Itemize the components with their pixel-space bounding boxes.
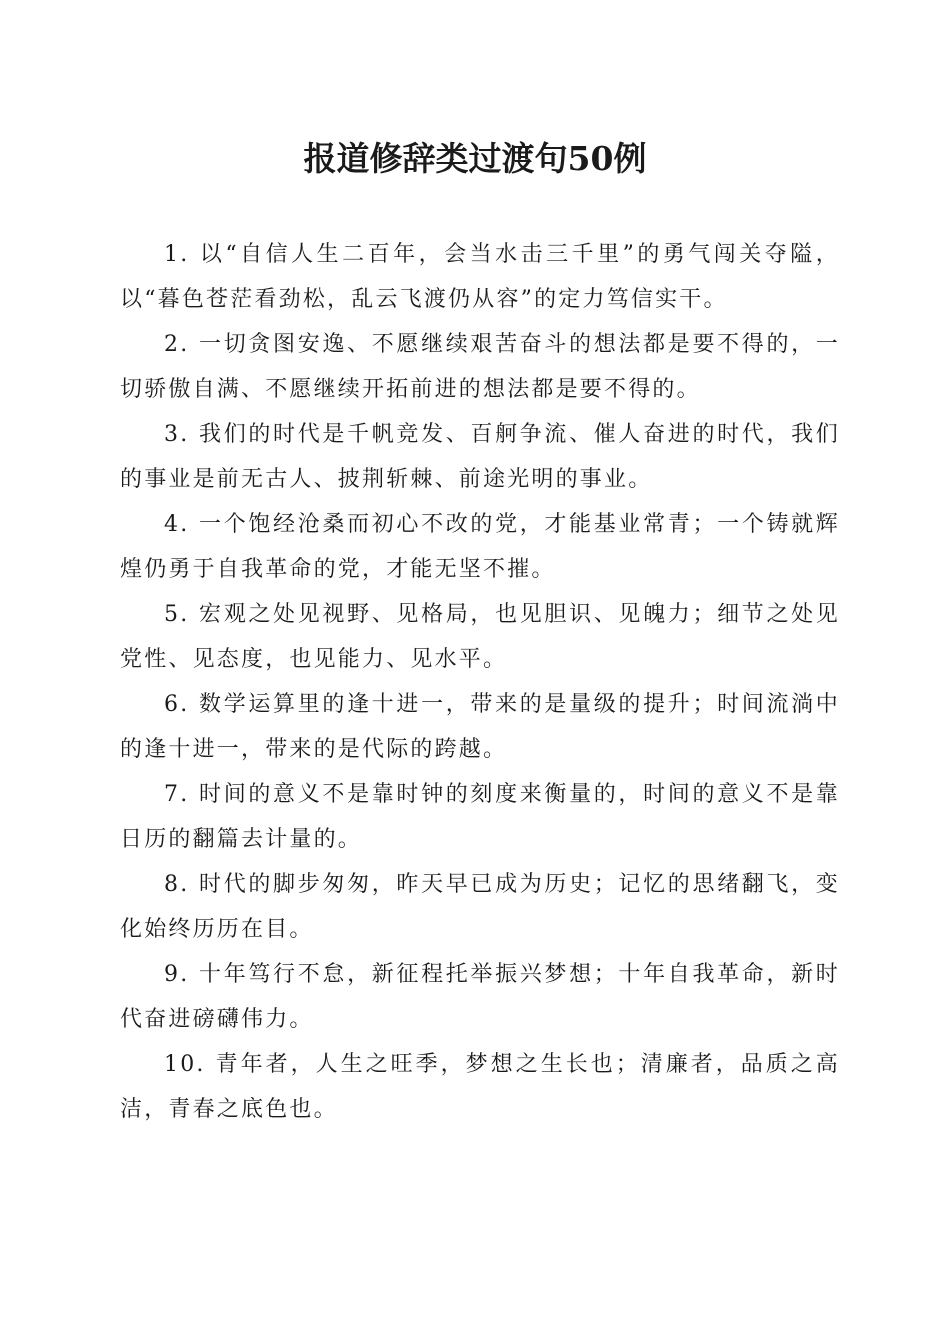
list-item: 4. 一个饱经沧桑而初心不改的党，才能基业常青；一个铸就辉煌仍勇于自我革命的党，才能无坚不摧。 <box>120 512 840 582</box>
document-title: 报道修辞类过渡句50例 <box>303 139 647 178</box>
list-item: 3. 我们的时代是千帆竞发、百舸争流、催人奋进的时代，我们的事业是前无古人、披荆斩棘、前途光明的事业。 <box>120 422 840 492</box>
list-item: 9. 十年笃行不怠，新征程托举振兴梦想；十年自我革命，新时代奋进磅礴伟力。 <box>120 962 840 1032</box>
list-item: 10. 青年者，人生之旺季，梦想之生长也；清廉者，品质之高洁，青春之底色也。 <box>120 1052 840 1122</box>
list-item: 1. 以“自信人生二百年，会当水击三千里”的勇气闯关夺隘，以“暮色苍茫看劲松，乱云飞渡仍从容”的定力笃信实干。 <box>120 242 840 312</box>
list-item: 5. 宏观之处见视野、见格局，也见胆识、见魄力；细节之处见党性、见态度，也见能力、见水平。 <box>120 602 840 672</box>
list-item: 6. 数学运算里的逢十进一，带来的是量级的提升；时间流淌中的逢十进一，带来的是代际的跨越。 <box>120 692 840 762</box>
list-item: 7. 时间的意义不是靠时钟的刻度来衡量的，时间的意义不是靠日历的翻篇去计量的。 <box>120 782 840 852</box>
example-list <box>120 232 840 1132</box>
list-item: 8. 时代的脚步匆匆，昨天早已成为历史；记忆的思绪翻飞，变化始终历历在目。 <box>120 872 840 942</box>
list-item: 2. 一切贪图安逸、不愿继续艰苦奋斗的想法都是要不得的，一切骄傲自满、不愿继续开拓前进的想法都是要不得的。 <box>120 332 840 402</box>
